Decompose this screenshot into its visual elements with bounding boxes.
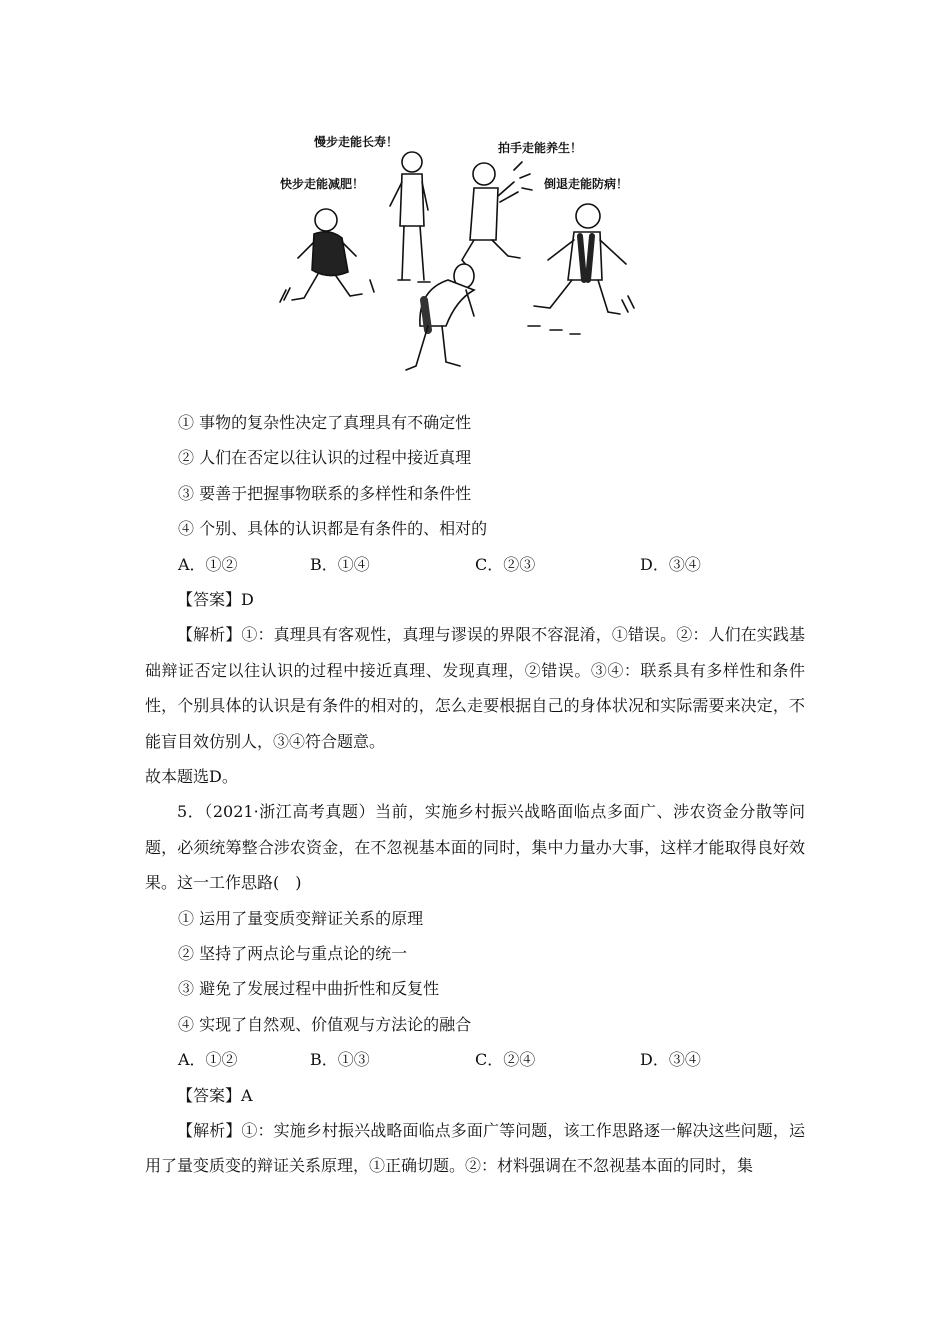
q4-choice-b: B．①④ <box>310 554 370 574</box>
q5-option-3: ③ 避免了发展过程中曲折性和反复性 <box>178 979 440 999</box>
q4-analysis: 【解析】①：真理具有客观性，真理与谬误的界限不容混淆，①错误。②：人们在实践基础辩证否定以往认识的过程中接近真理、发现真理，②错误。③④：联系具有多样性和条件性，个别具体的认识是有条件的相对的，怎么走要根据自己的身体状况和实际需要来决定，不能盲目效仿别人，③④符合题意。 <box>145 625 805 751</box>
q4-answer: 【答案】D <box>177 589 254 609</box>
q4-choices <box>145 547 805 582</box>
q4-option-4: ④ 个别、具体的认识都是有条件的、相对的 <box>178 519 488 539</box>
q5-choice-c: C．②④ <box>475 1050 536 1070</box>
q5-answer: 【答案】A <box>177 1085 253 1105</box>
q4-choice-c: C．②③ <box>475 554 536 574</box>
q5-option-4: ④ 实现了自然观、价值观与方法论的融合 <box>178 1014 472 1034</box>
q5-choices <box>145 1042 805 1077</box>
q5-analysis: 【解析】①：实施乡村振兴战略面临点多面广等问题，该工作思路逐一解决这些问题，运用了量变质变的辩证关系原理，①正确切题。②：材料强调在不忽视基本面的同时，集 <box>145 1120 805 1176</box>
q5-stem: 5．（2021·浙江高考真题）当前，实施乡村振兴战略面临点多面广、涉农资金分散等问题，必须统筹整合涉农资金，在不忽视基本面的同时，集中力量办大事，这样才能取得良好效果。这一工作思路( ) <box>145 802 805 893</box>
q5-choice-b: B．①③ <box>310 1050 370 1070</box>
q5-choice-d: D．③④ <box>640 1050 701 1070</box>
q4-option-2: ② 人们在否定以往认识的过程中接近真理 <box>178 448 472 468</box>
q5-option-1: ① 运用了量变质变辩证关系的原理 <box>178 908 424 928</box>
q4-option-1: ① 事物的复杂性决定了真理具有不确定性 <box>178 413 472 432</box>
bubble-backward-walk: 倒退走能防病！ <box>544 177 629 191</box>
bubble-slow-walk: 慢步走能长寿！ <box>314 135 399 149</box>
q5-option-2: ② 坚持了两点论与重点论的统一 <box>178 943 408 963</box>
question-content <box>145 405 805 1184</box>
bubble-fast-walk: 快步走能减肥！ <box>280 177 365 191</box>
q5-choice-a: A．①② <box>178 1050 238 1070</box>
q4-option-3: ③ 要善于把握事物联系的多样性和条件性 <box>178 483 472 503</box>
q4-conclusion: 故本题选D。 <box>145 766 238 786</box>
q4-choice-a: A．①② <box>178 554 238 574</box>
walking-cartoon-illustration <box>278 130 648 380</box>
bubble-clap-walk: 拍手走能养生！ <box>498 141 583 155</box>
q4-choice-d: D．③④ <box>640 554 701 574</box>
